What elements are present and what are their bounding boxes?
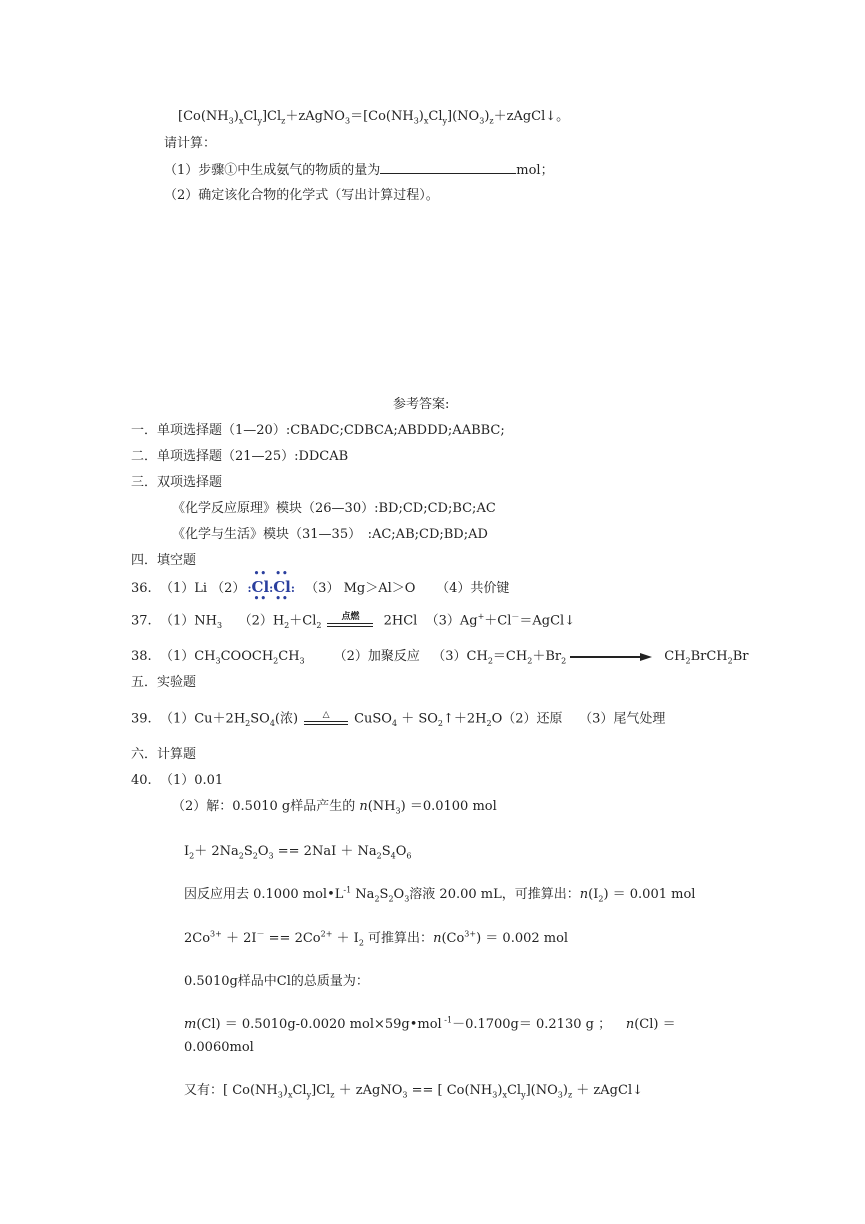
reaction-arrow-icon — [570, 652, 652, 662]
section-4: 四．填空题 — [131, 553, 197, 568]
section-5: 五．实验题 — [131, 675, 197, 690]
section-1: 一．单项选择题（1—20）:CBADC;CDBCA;ABDDD;AABBC; — [131, 423, 505, 438]
answer-40-part2: （2）解：0.5010 g样品产生的 $n(NH_3) =0.0100$ mol — [172, 799, 497, 816]
chlorine-electron-dot-formula: : •• Cl •• : •• Cl •• : — [247, 569, 295, 604]
heat-condition-sign: △ — [304, 710, 348, 728]
question-prompt: 请计算： — [164, 136, 217, 151]
section-2: 二．单项选择题（21—25）:DDCAB — [131, 449, 349, 464]
chlorine-mass-heading: 0.5010g样品中Cl的总质量为： — [184, 974, 369, 989]
iodine-thiosulfate-equation: $I_2+ 2Na_2S_2O_3 == 2NaI + Na_2S_4O_6$ — [184, 844, 412, 861]
chlorine-mass-line: m(Cl) ＝ 0.5010g-0.0020 mol×59g•mol $^{-1}$－0.1700g＝ 0.2130 g ； n(Cl) ＝ — [184, 1015, 676, 1032]
ignite-condition-sign: 点燃 — [327, 612, 373, 630]
cobalt-amount-line: $2Co^{3+} + 2I^- == 2Co^{2+} + I_2$ 可推算出：$n(Co^{3+}) = 0.002$ mol — [184, 929, 569, 948]
answer-40-part1: 40. （1）0.01 — [131, 773, 224, 788]
answer-39: 39. $(1)Cu+2H_2SO_4$(浓) △ CuSO$_4$ ＋ $SO_2↑+2H_2O(2)$还原 （3）尾气处理 — [131, 710, 666, 729]
precipitation-equation: 又有：[ $Co(NH_3)_xCl_y]Cl_z$ ＋ zAgNO$_3$ == [ $Co(NH_3)_xCl_y](NO_3)_z$ ＋ zAgCl↓ — [184, 1083, 643, 1100]
answer-37: 37. $(1)NH_3$ $(2)H_2+Cl_2$ 点燃 2HCl （3）Ag+＋Cl－＝AgCl↓ — [131, 612, 576, 631]
chlorine-amount-result: 0.0060mol — [184, 1040, 254, 1055]
question-1: （1）步骤①中生成氨气的物质的量为 mol； — [164, 163, 554, 178]
answer-blank — [380, 161, 516, 174]
section-6: 六．计算题 — [131, 747, 197, 762]
section-3-module-a: 《化学反应原理》模块（26—30）:BD;CD;CD;BC;AC — [172, 501, 496, 516]
answer-38: 38. $(1)CH_3COOCH_2CH_3$ （2）加聚反应 $(3)CH_2=CH_2+Br_2$ $CH_2BrCH_2Br$ — [131, 649, 749, 666]
question-2: （2）确定该化合物的化学式（写出计算过程）。 — [164, 188, 439, 203]
section-3: 三．双项选择题 — [131, 475, 223, 490]
answers-title: 参考答案: — [393, 397, 450, 412]
question-equation: $[Co(NH_3)_xCl_y]Cl_z+zAgNO_3=[Co(NH_3)_xCl_y](NO_3)_z+zAgCl↓$。 — [178, 109, 570, 126]
answer-36: 36. （1）Li （2） : •• Cl •• : •• Cl •• : （3） Mg＞Al＞O （4）共价键 — [131, 569, 510, 604]
iodine-amount-line: 因反应用去 0.1000 $mol•L^{-1}$ $Na_2S_2O_3$溶液 20.00 mL，可推算出：$n(I_2) = 0.001$ mol — [184, 885, 696, 904]
section-3-module-b: 《化学与生活》模块（31—35） :AC;AB;CD;BD;AD — [172, 527, 488, 542]
